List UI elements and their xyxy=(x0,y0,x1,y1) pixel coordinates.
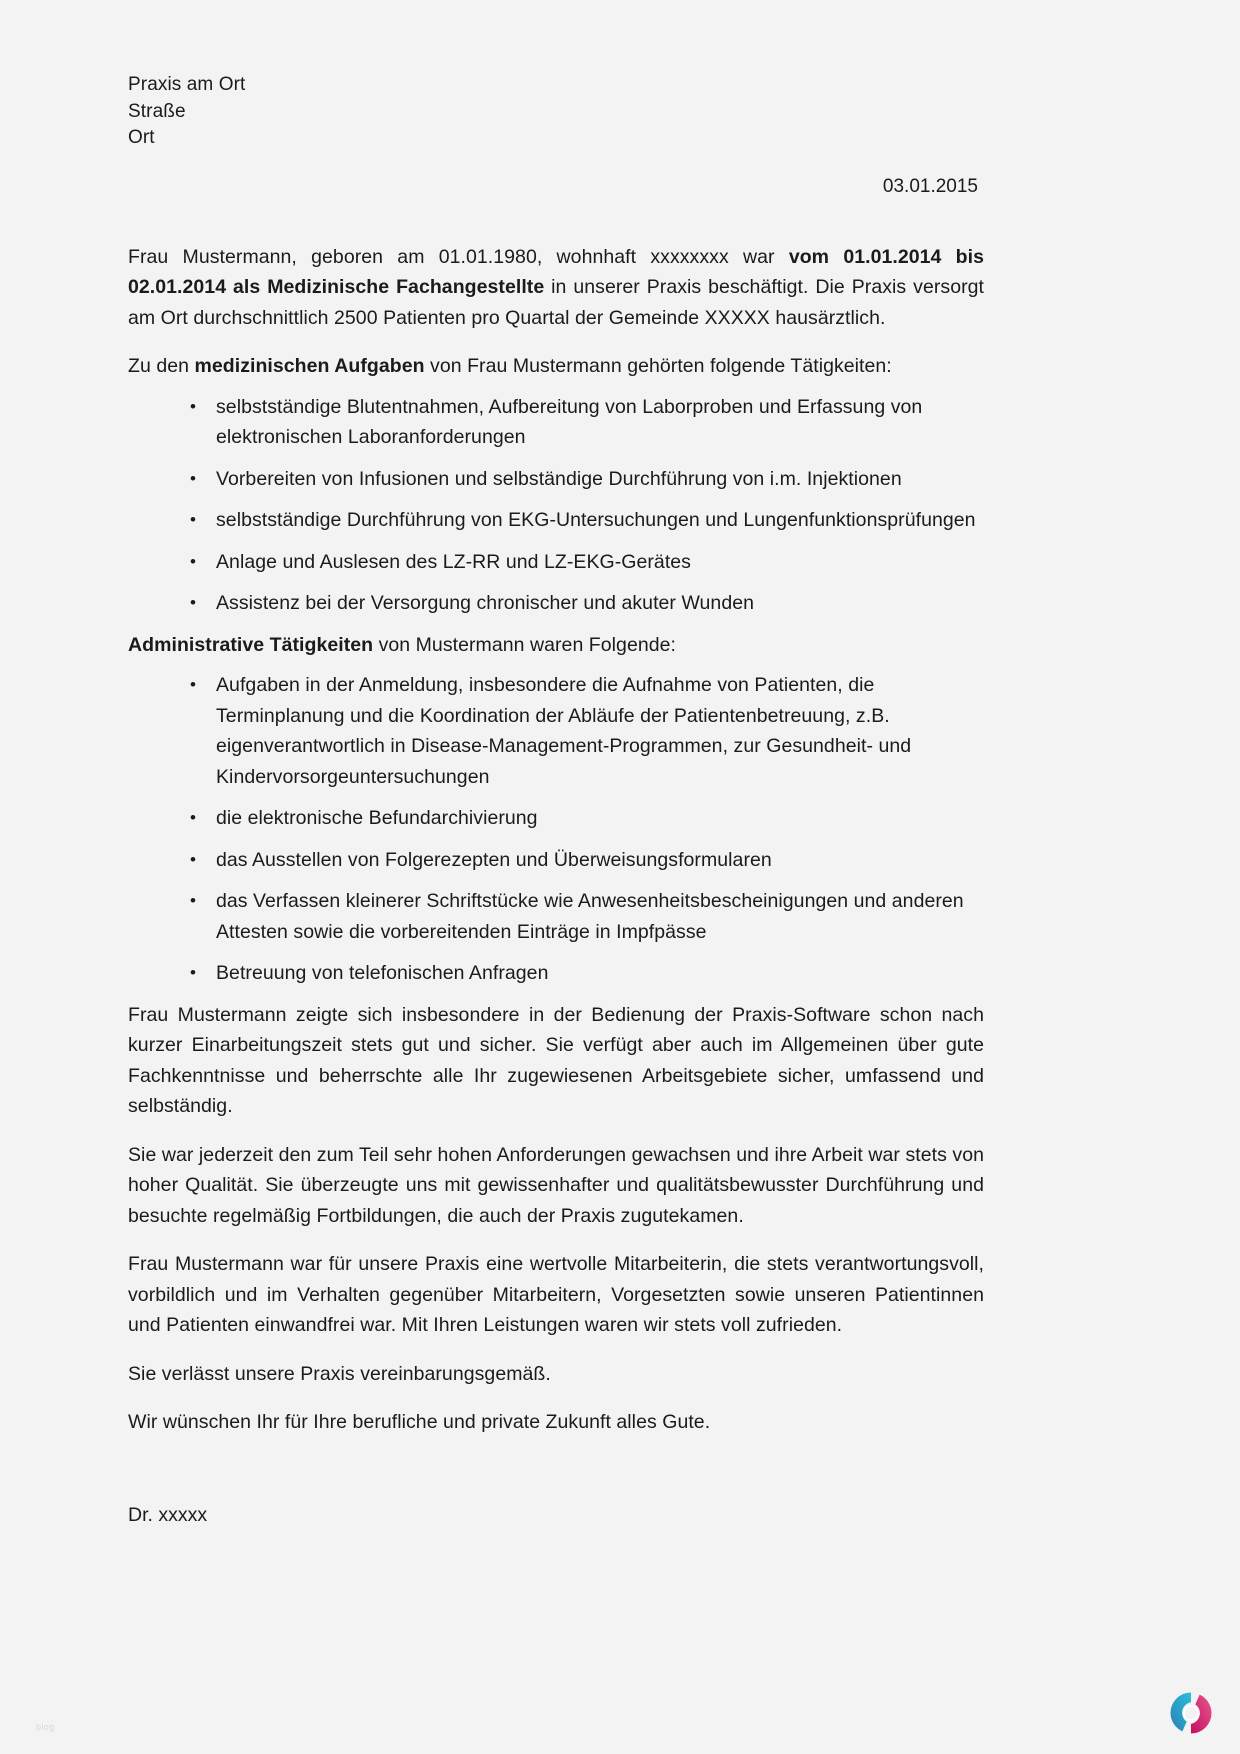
medical-heading-text-1: Zu den xyxy=(128,355,195,377)
bullet-icon: • xyxy=(190,593,197,612)
list-item xyxy=(128,392,984,453)
bullet-icon: • xyxy=(190,675,197,694)
brand-logo-icon xyxy=(1164,1686,1218,1740)
closing-paragraph-4: Sie verlässt unsere Praxis vereinbarungsgemäß. xyxy=(128,1362,551,1385)
medical-heading-text-2: von Frau Mustermann gehörten folgende Tätigkeiten: xyxy=(424,355,892,377)
signature-line: Dr. xxxxx xyxy=(128,1503,208,1526)
closing-paragraph-1: Frau Mustermann zeigte sich insbesondere in der Bedienung der Praxis-Software schon nach kurzer Einarbeitungszeit stets gut und sicher. Sie verfügt aber auch im Allgemeinen über gute Fachkenntnisse und beherrschte alle Ihr zugewiesenen Arbeitsgebiete sicher, umfassend und selbständig. xyxy=(128,1003,984,1117)
letter-date: 03.01.2015 xyxy=(882,175,978,197)
letter-body xyxy=(128,72,984,1527)
bullet-icon: • xyxy=(190,510,197,529)
list-item-text: selbstständige Blutentnahmen, Aufbereitung von Laborproben und Erfassung von elektronischen Laboranforderungen xyxy=(216,395,923,448)
medical-tasks-list xyxy=(128,392,984,619)
medical-heading-bold: medizinischen Aufgaben xyxy=(194,355,425,377)
bullet-icon: • xyxy=(190,468,197,488)
admin-tasks-list xyxy=(128,670,984,989)
intro-paragraph xyxy=(128,242,984,334)
bullet-icon: • xyxy=(190,808,197,827)
bullet-icon: • xyxy=(190,891,197,910)
intro-text-2: in unserer Praxis beschäftigt. Die Praxis versorgt am Ort durchschnittlich 2500 Patienten pro Quartal der Gemeinde XXXXX hausärztlich. xyxy=(128,276,984,329)
corner-watermark-text: blog xyxy=(36,1722,55,1732)
intro-bold-employment: vom 01.01.2014 bis 02.01.2014 als Medizinische Fachangestellte xyxy=(128,245,984,298)
list-item xyxy=(128,845,984,876)
list-item-text: die elektronische Befundarchivierung xyxy=(216,807,538,829)
closing-paragraph-3: Frau Mustermann war für unsere Praxis eine wertvolle Mitarbeiterin, die stets verantwortungsvoll, vorbildlich und im Verhalten gegenüber Mitarbeitern, Vorgesetzten sowie unseren Patientinnen und Patienten einwandfrei war. Mit Ihren Leistungen waren wir stets voll zufrieden. xyxy=(128,1253,984,1336)
list-item xyxy=(128,505,984,536)
closing-paragraph-2: Sie war jederzeit den zum Teil sehr hohen Anforderungen gewachsen und ihre Arbeit war stets von hoher Qualität. Sie überzeugte uns mit gewissenhafter und qualitätsbewusster Durchführung und besuchte regelmäßig Fortbildungen, die auch der Praxis zugutekamen. xyxy=(128,1143,984,1227)
admin-heading-text-2: von Mustermann waren Folgende: xyxy=(373,633,676,656)
list-item xyxy=(128,547,984,578)
list-item xyxy=(128,670,984,792)
list-item-text: selbstständige Durchführung von EKG-Untersuchungen und Lungenfunktionsprüfungen xyxy=(216,509,976,531)
list-item xyxy=(128,588,984,619)
list-item-text: Betreuung von telefonischen Anfragen xyxy=(216,962,549,984)
bullet-icon: • xyxy=(190,849,197,869)
sender-line-1: Praxis am Ort xyxy=(128,74,246,95)
admin-heading-bold: Administrative Tätigkeiten xyxy=(128,633,374,656)
sender-line-3: Ort xyxy=(128,127,155,148)
medical-tasks-heading xyxy=(128,351,984,382)
list-item-text: das Verfassen kleinerer Schriftstücke wie Anwesenheitsbescheinigungen und anderen Attesten sowie die vorbereitenden Einträge in Impfpässe xyxy=(216,890,964,943)
list-item-text: Vorbereiten von Infusionen und selbständige Durchführung von i.m. Injektionen xyxy=(216,467,902,490)
bullet-icon: • xyxy=(190,551,197,571)
sender-line-2: Straße xyxy=(128,100,186,122)
list-item xyxy=(128,886,984,947)
list-item-text: Assistenz bei der Versorgung chronischer und akuter Wunden xyxy=(216,592,755,614)
bullet-icon: • xyxy=(190,963,197,982)
closing-paragraph-5: Wir wünschen Ihr für Ihre berufliche und private Zukunft alles Gute. xyxy=(128,1411,711,1433)
list-item xyxy=(128,464,984,495)
list-item-text: Anlage und Auslesen des LZ-RR und LZ-EKG-Gerätes xyxy=(216,550,691,573)
list-item-text: Aufgaben in der Anmeldung, insbesondere die Aufnahme von Patienten, die Terminplanung und die Koordination der Abläufe der Patientenbetreuung, z.B. eigenverantwortlich in Disease-Management-Programmen, zur Gesundheit- und Kindervorsorgeuntersuchungen xyxy=(216,674,912,788)
list-item xyxy=(128,803,984,834)
bullet-icon: • xyxy=(190,396,197,416)
list-item xyxy=(128,958,984,989)
sender-address-block xyxy=(128,72,984,152)
intro-text-1: Frau Mustermann, geboren am 01.01.1980, wohnhaft xxxxxxxx war xyxy=(128,245,789,268)
list-item-text: das Ausstellen von Folgerezepten und Überweisungsformularen xyxy=(216,848,772,871)
admin-tasks-heading xyxy=(128,630,984,661)
